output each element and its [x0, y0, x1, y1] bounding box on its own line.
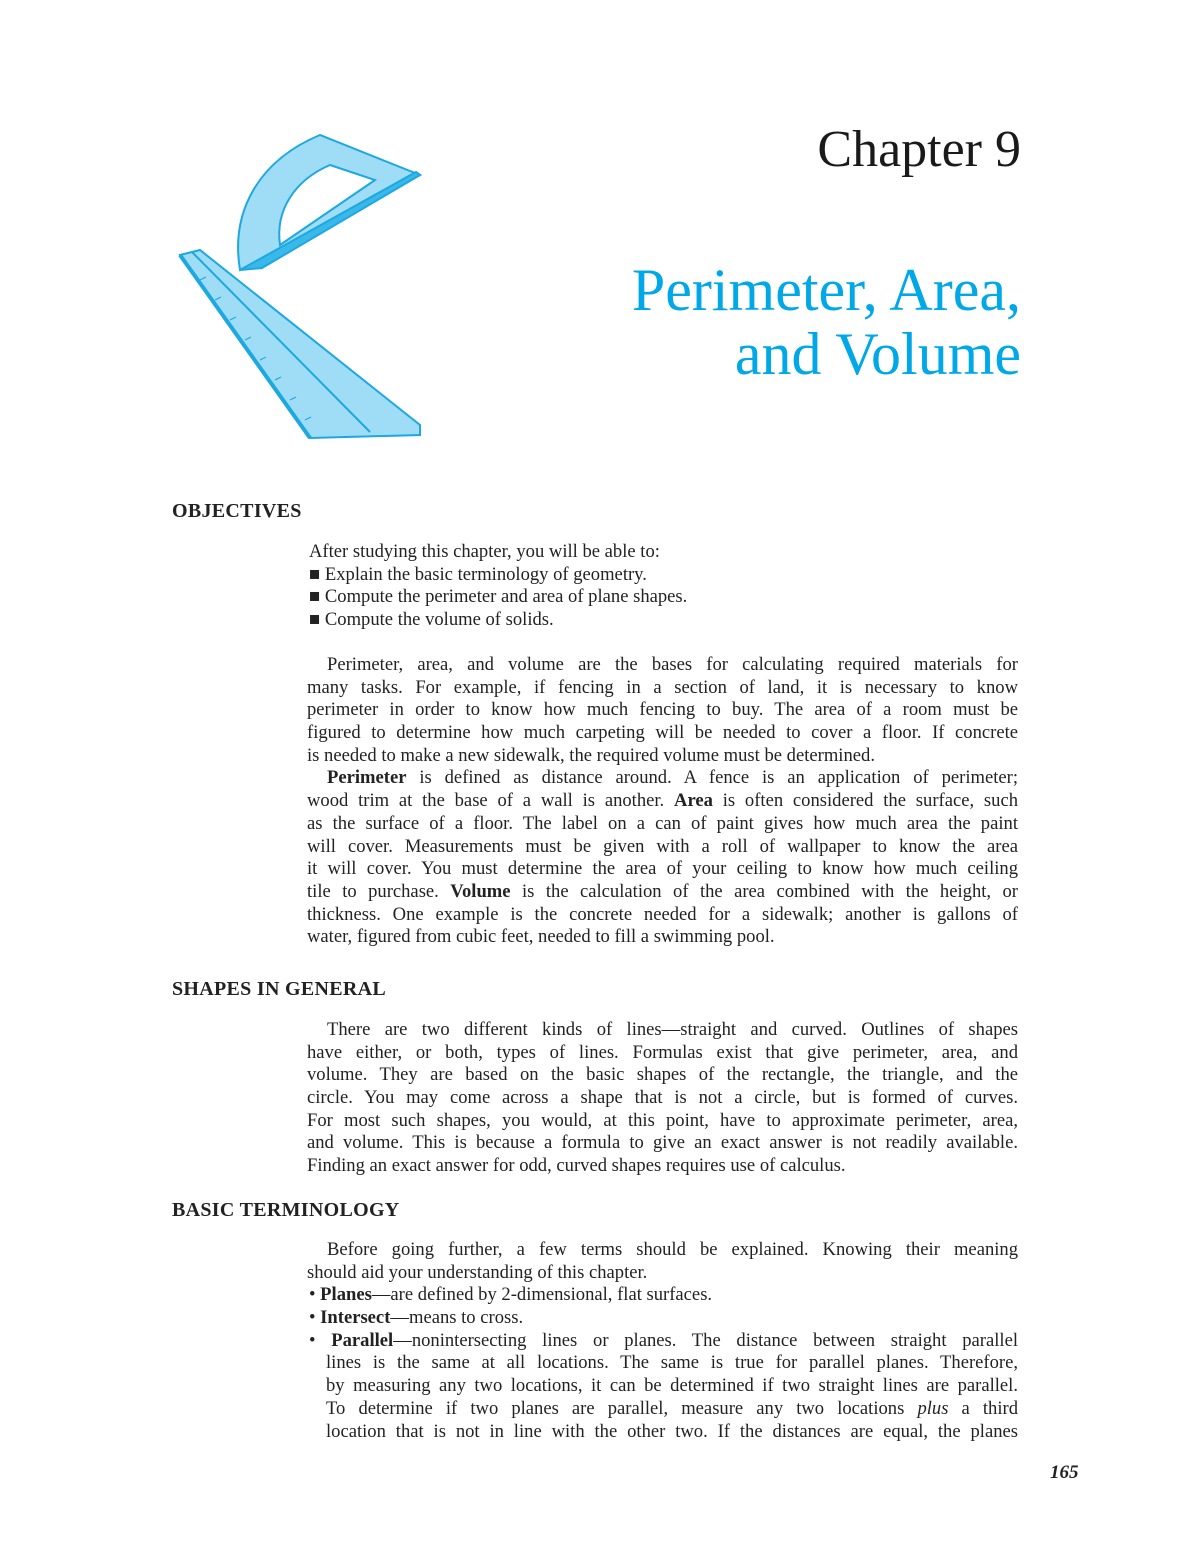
text-run: by measuring any two locations, it can be determined if two straight lines are parallel.: [326, 1375, 1018, 1397]
chapter-label: Chapter 9: [817, 121, 1021, 178]
text-line: [307, 1087, 1018, 1110]
chapter-title-line: Perimeter, Area,: [631, 257, 1021, 323]
text-run: For most such shapes, you would, at this point, have to approximate perimeter, area,: [307, 1109, 1018, 1131]
text-line: [307, 745, 1018, 768]
text-run: There are two different kinds of lines—straight and curved. Outlines of shapes: [327, 1019, 1018, 1040]
page-number: 165: [1050, 1462, 1079, 1483]
text-run: ■ Compute the perimeter and area of plane shapes.: [309, 586, 688, 608]
text-line: [307, 677, 1018, 700]
text-line: [307, 1421, 1018, 1444]
italic-text: plus: [917, 1397, 949, 1419]
text-run: is often considered the surface, such: [712, 790, 1018, 812]
text-line: [307, 790, 1018, 813]
text-run: have either, or both, types of lines. Formulas exist that give perimeter, area, and: [307, 1041, 1018, 1063]
text-line: [307, 767, 1018, 790]
section-heading: SHAPES IN GENERAL: [172, 978, 387, 1000]
text-line: [307, 836, 1018, 859]
text-run: location that is not in line with the other two. If the distances are equal, the planes: [326, 1420, 1018, 1442]
text-run: tile to purchase.: [307, 880, 451, 902]
text-run: should aid your understanding of this chapter.: [307, 1261, 648, 1283]
text-line: [307, 1019, 1018, 1042]
text-run: —are defined by 2-dimensional, flat surfaces.: [371, 1284, 713, 1306]
chapter-title: [632, 258, 1021, 386]
text-run: thickness. One example is the concrete needed for a sidewalk; another is gallons of: [307, 903, 1018, 925]
text-run: ■ Explain the basic terminology of geometry.: [309, 563, 647, 585]
text-line: [307, 1352, 1018, 1375]
text-run: many tasks. For example, if fencing in a section of land, it is necessary to know: [307, 676, 1018, 698]
text-run: Before going further, a few terms should be explained. Knowing their meaning: [327, 1239, 1018, 1260]
text-run: it will cover. You must determine the area of your ceiling to know how much ceiling: [307, 858, 1018, 880]
text-run: is the calculation of the area combined with the height, or: [510, 880, 1018, 902]
text-line: [307, 564, 1018, 587]
bold-term: Parallel: [331, 1329, 394, 1351]
bold-term: Perimeter: [327, 767, 407, 789]
text-line: [307, 926, 1018, 949]
text-run: —means to cross.: [390, 1307, 524, 1329]
text-run: and volume. This is because a formula to give an exact answer is not readily available.: [307, 1132, 1018, 1154]
text-run: —nonintersecting lines or planes. The distance between straight parallel: [393, 1329, 1018, 1351]
chapter-title-line: and Volume: [734, 321, 1021, 387]
paragraph: [307, 654, 1018, 949]
text-line: [307, 1155, 1018, 1178]
text-line: [307, 858, 1018, 881]
text-run: as the surface of a floor. The label on a can of paint gives how much area the paint: [307, 812, 1018, 834]
text-line: [307, 1110, 1018, 1133]
text-line: [307, 1042, 1018, 1065]
text-line: [307, 1262, 1018, 1285]
text-run: Perimeter, area, and volume are the bases for calculating required materials for: [327, 654, 1018, 675]
text-line: [307, 1398, 1018, 1421]
text-run: To determine if two planes are parallel, measure any two locations: [326, 1397, 918, 1419]
text-line: [307, 1307, 1018, 1330]
text-line: [307, 609, 1018, 632]
bold-term: Intersect: [320, 1307, 391, 1329]
text-run: •: [309, 1284, 321, 1306]
protractor-and-ruler-icon: [170, 120, 430, 450]
text-line: [307, 722, 1018, 745]
paragraph: [307, 541, 1018, 632]
text-run: •: [309, 1307, 321, 1329]
text-line: [307, 699, 1018, 722]
section-heading: OBJECTIVES: [172, 500, 302, 522]
text-run: will cover. Measurements must be given with a roll of wallpaper to know the area: [307, 835, 1018, 857]
text-line: [307, 1375, 1018, 1398]
text-run: lines is the same at all locations. The same is true for parallel planes. Therefore,: [326, 1352, 1018, 1374]
text-line: [307, 904, 1018, 927]
text-run: perimeter in order to know how much fencing to buy. The area of a room must be: [307, 699, 1018, 721]
text-run: wood trim at the base of a wall is another.: [307, 790, 675, 812]
bold-term: Area: [674, 790, 713, 812]
text-run: figured to determine how much carpeting will be needed to cover a floor. If concrete: [307, 722, 1018, 744]
text-line: [307, 881, 1018, 904]
text-run: volume. They are based on the basic shapes of the rectangle, the triangle, and the: [307, 1064, 1018, 1086]
text-run: is needed to make a new sidewalk, the required volume must be determined.: [307, 744, 875, 766]
text-run: ■ Compute the volume of solids.: [309, 609, 554, 631]
text-run: After studying this chapter, you will be able to:: [309, 541, 660, 562]
section-heading: BASIC TERMINOLOGY: [172, 1199, 400, 1221]
paragraph: [307, 1239, 1018, 1443]
text-run: •: [309, 1329, 332, 1351]
text-run: a third: [948, 1397, 1019, 1419]
text-run: circle. You may come across a shape that is not a circle, but is formed of curves.: [307, 1087, 1018, 1109]
bold-term: Planes: [320, 1284, 372, 1306]
text-line: [307, 1064, 1018, 1087]
paragraph: [307, 1019, 1018, 1178]
text-line: [307, 1330, 1018, 1353]
text-line: [307, 541, 1018, 564]
text-line: [307, 813, 1018, 836]
text-run: is defined as distance around. A fence is an application of perimeter;: [406, 767, 1018, 789]
bold-term: Volume: [450, 880, 511, 902]
text-run: water, figured from cubic feet, needed to fill a swimming pool.: [307, 926, 775, 948]
text-line: [307, 586, 1018, 609]
text-run: Finding an exact answer for odd, curved shapes requires use of calculus.: [307, 1155, 846, 1177]
text-line: [307, 1239, 1018, 1262]
text-line: [307, 1132, 1018, 1155]
text-line: [307, 654, 1018, 677]
text-line: [307, 1284, 1018, 1307]
